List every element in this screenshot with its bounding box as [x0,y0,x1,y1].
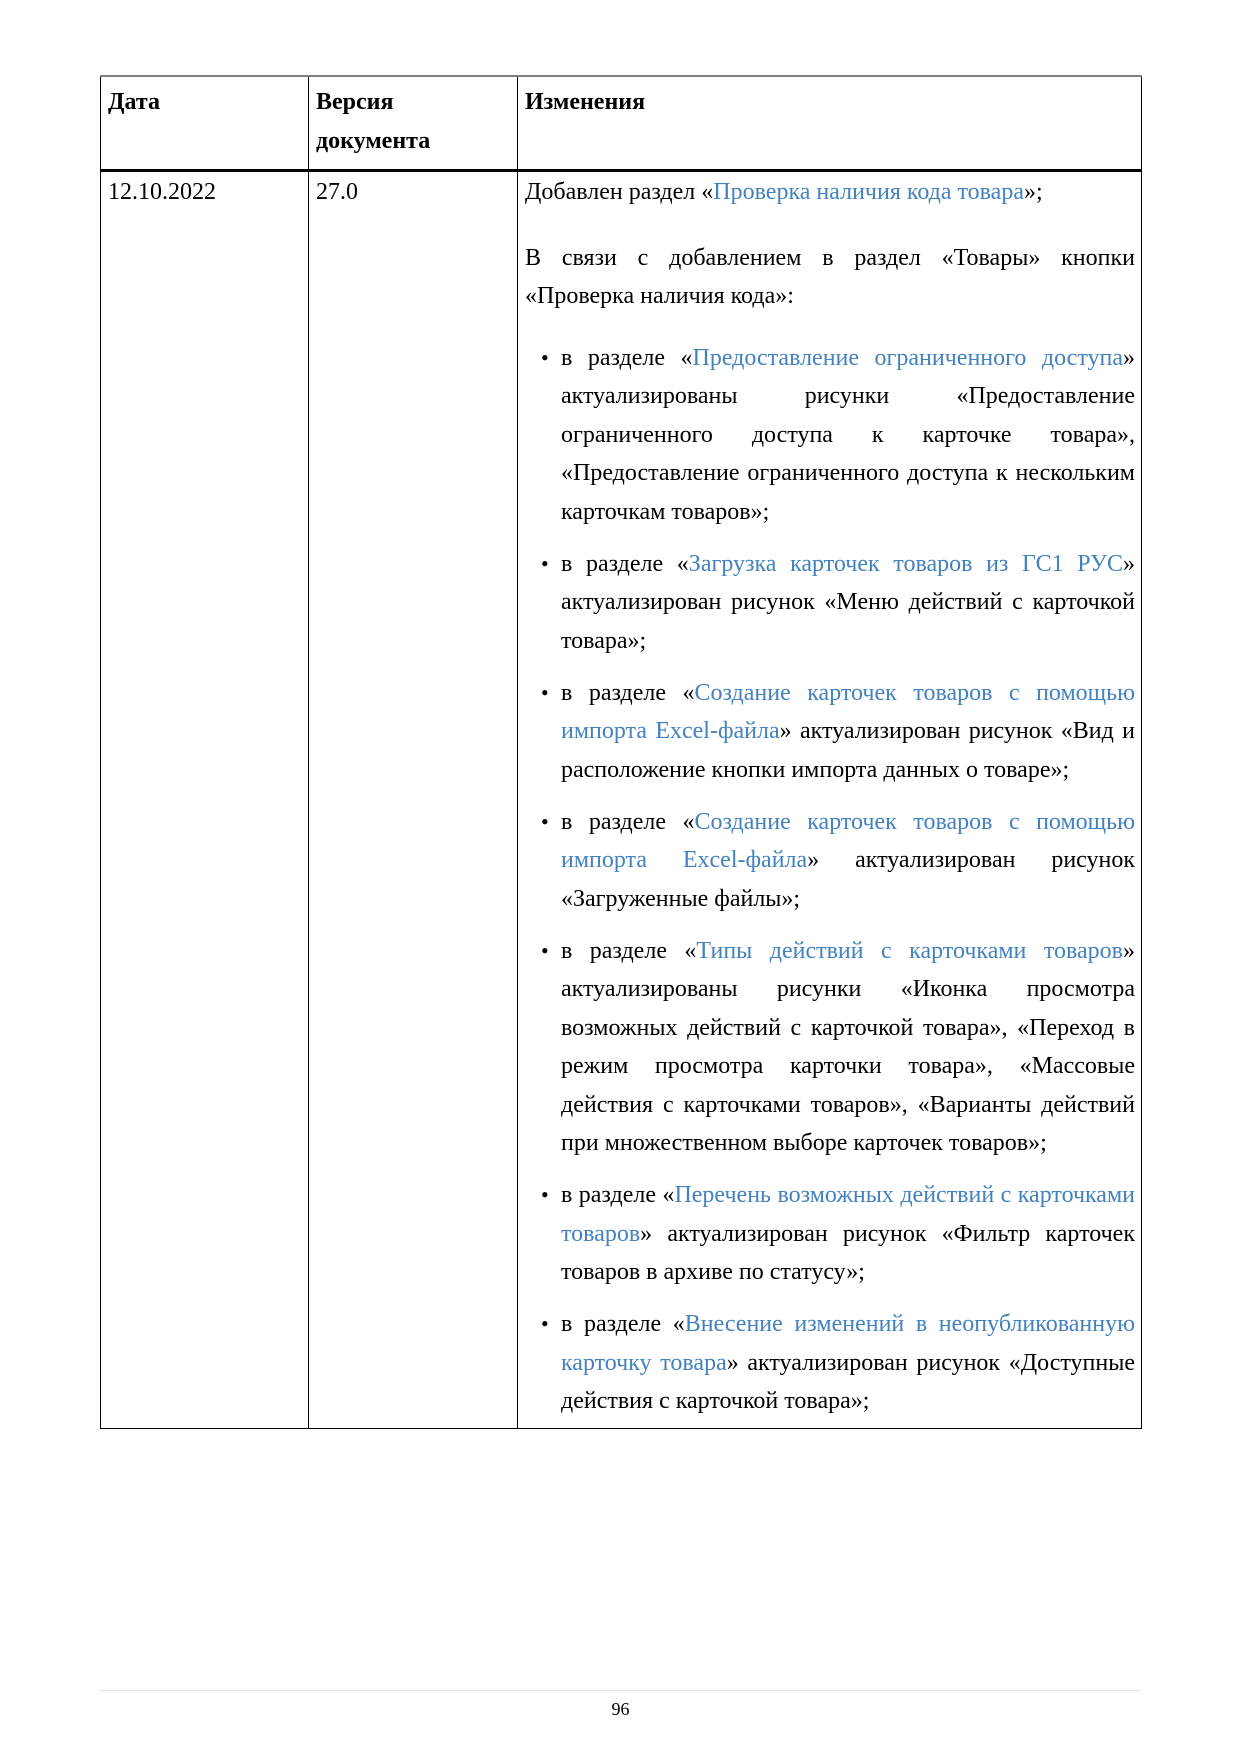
cell-date: 12.10.2022 [101,171,309,1429]
context-paragraph: В связи с добавлением в раздел «Товары» кнопки «Проверка наличия кода»: [525,244,1135,309]
item-suffix: » актуализированы рисунки «Иконка просмотра возможных действий с карточкой товара», «Переход в режим просмотра карточки товара», «Массовые действия с карточками товаров», «Варианты действий при множественном выборе карточек товаров»; [561,937,1135,1156]
bullet-icon: • [541,679,549,705]
list-item [541,1176,1135,1292]
item-suffix: » актуализирован рисунок «Загруженные файлы»; [561,847,1136,912]
list-item [541,674,1136,790]
item-prefix: в разделе « [561,344,693,371]
section-link[interactable]: Перечень возможных действий с карточками товаров [561,1182,1135,1247]
item-suffix: » актуализированы рисунки «Предоставление ограниченного доступа к карточке товара», «Предоставление ограниченного доступа к нескольким карточкам товаров»; [561,344,1135,525]
bullet-icon: • [541,808,549,834]
bullet-icon: • [541,1311,549,1336]
section-link[interactable]: Типы действий с карточками товаров [696,937,1123,964]
list-item [541,1305,1135,1421]
section-link[interactable]: Внесение изменений в неопубликованную карточку товара [561,1311,1135,1376]
item-prefix: в разделе « [561,1311,685,1337]
page-number: 96 [611,1699,630,1719]
header-version: Версия документа [309,76,518,171]
section-link[interactable]: Создание карточек товаров с помощью импорта Excel-файла [561,808,1136,873]
list-item [541,932,1135,1163]
bullet-icon: • [541,550,549,576]
item-prefix: в разделе « [561,937,697,964]
item-prefix: в разделе « [561,679,695,706]
bullet-icon: • [541,344,549,370]
list-item [541,339,1135,532]
intro-prefix: Добавлен раздел « [525,179,714,205]
list-item [541,803,1136,919]
changes-list [525,339,1135,1421]
intro-link[interactable]: Проверка наличия кода товара [713,179,1024,205]
item-suffix: » актуализирован рисунок «Фильтр карточек товаров в архиве по статусу»; [561,1220,1135,1285]
change-log-table [100,75,1142,1429]
intro-suffix: »; [1023,179,1043,205]
section-link[interactable]: Загрузка карточек товаров из ГС1 РУС [688,550,1123,577]
item-prefix: в разделе « [561,1182,675,1208]
table-header-row [101,76,1142,171]
header-changes: Изменения [518,76,1142,171]
cell-version: 27.0 [309,171,518,1429]
cell-changes [518,171,1142,1429]
footer-divider [100,1690,1140,1691]
section-link[interactable]: Создание карточек товаров с помощью импорта Excel-файла [561,679,1136,744]
item-prefix: в разделе « [561,808,695,835]
item-suffix: » актуализирован рисунок «Меню действий с карточкой товара»; [561,550,1135,654]
item-prefix: в разделе « [561,550,689,577]
bullet-icon: • [541,937,549,963]
intro-paragraph [525,173,1135,212]
section-link[interactable]: Предоставление ограниченного доступа [692,344,1123,371]
table-row [101,171,1142,1429]
bullet-icon: • [541,1182,549,1207]
list-item [541,545,1135,661]
item-suffix: » актуализирован рисунок «Вид и расположение кнопки импорта данных о товаре»; [561,718,1135,783]
item-suffix: » актуализирован рисунок «Доступные действия с карточкой товара»; [561,1349,1135,1414]
header-date: Дата [101,76,309,171]
